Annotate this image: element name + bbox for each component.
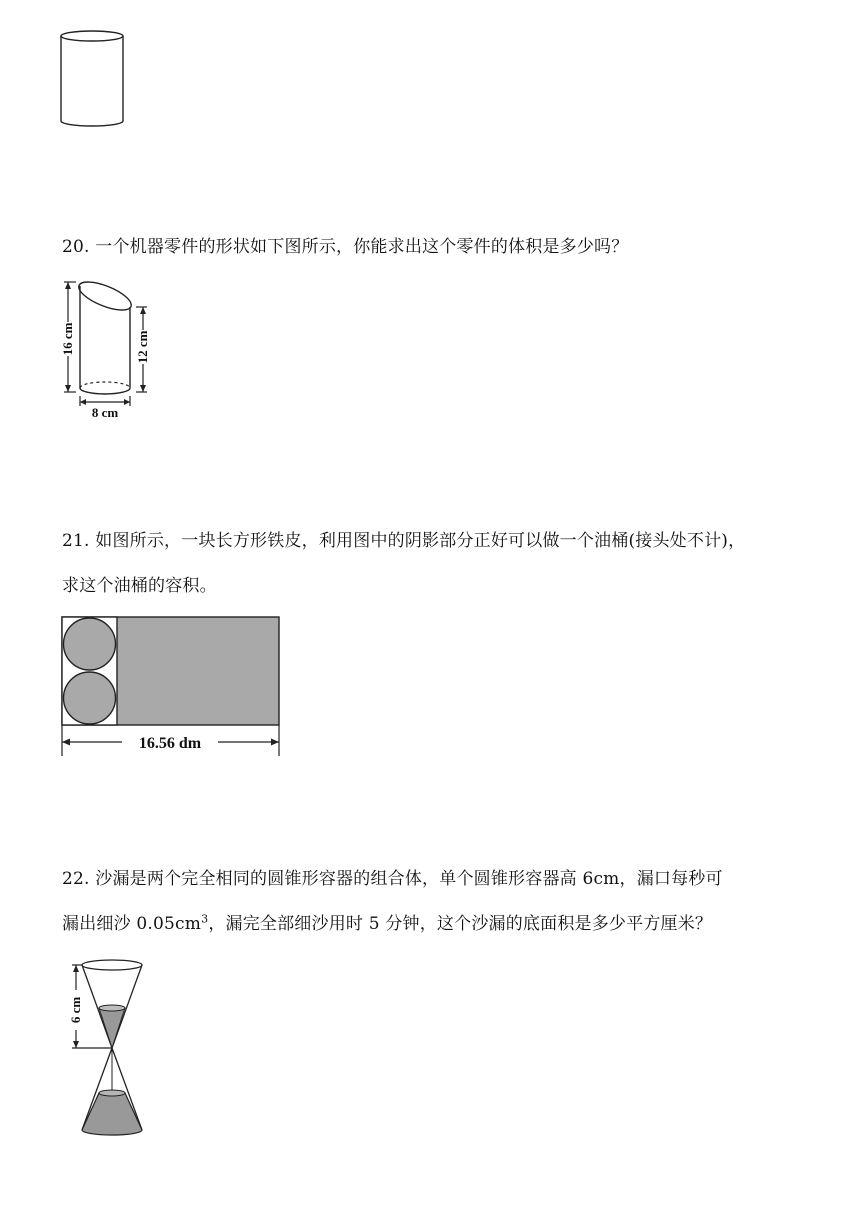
question-21-line-1: 21. 如图所示，一块长方形铁皮，利用图中的阴影部分正好可以做一个油桶(接头处不计)， — [62, 531, 746, 551]
left-height-label: 16 cm — [60, 322, 75, 356]
length-label: 16.56 dm — [138, 735, 202, 752]
line-2-before: 漏出细沙 0.05cm — [62, 914, 202, 934]
height-label: 6 cm — [68, 996, 83, 1024]
line-2-after: ，漏完全部细沙用时 5 分钟，这个沙漏的底面积是多少平方厘米？ — [208, 914, 713, 934]
cube-exponent: 3 — [201, 912, 209, 926]
right-height-label: 12 cm — [135, 330, 150, 364]
question-20-text: 20. 一个机器零件的形状如下图所示，你能求出这个零件的体积是多少吗？ — [62, 237, 629, 257]
question-22-line-1: 22. 沙漏是两个完全相同的圆锥形容器的组合体，单个圆锥形容器高 6cm，漏口每秒可 — [62, 869, 723, 889]
question-21-line-2: 求这个油桶的容积。 — [62, 576, 217, 596]
question-22-line-2 — [62, 913, 712, 935]
hourglass-figure — [62, 958, 152, 1144]
machine-part-figure — [56, 274, 156, 422]
cylinder-figure — [56, 28, 132, 130]
diameter-label: 8 cm — [91, 405, 119, 420]
oil-drum-sheet-figure — [60, 614, 282, 760]
